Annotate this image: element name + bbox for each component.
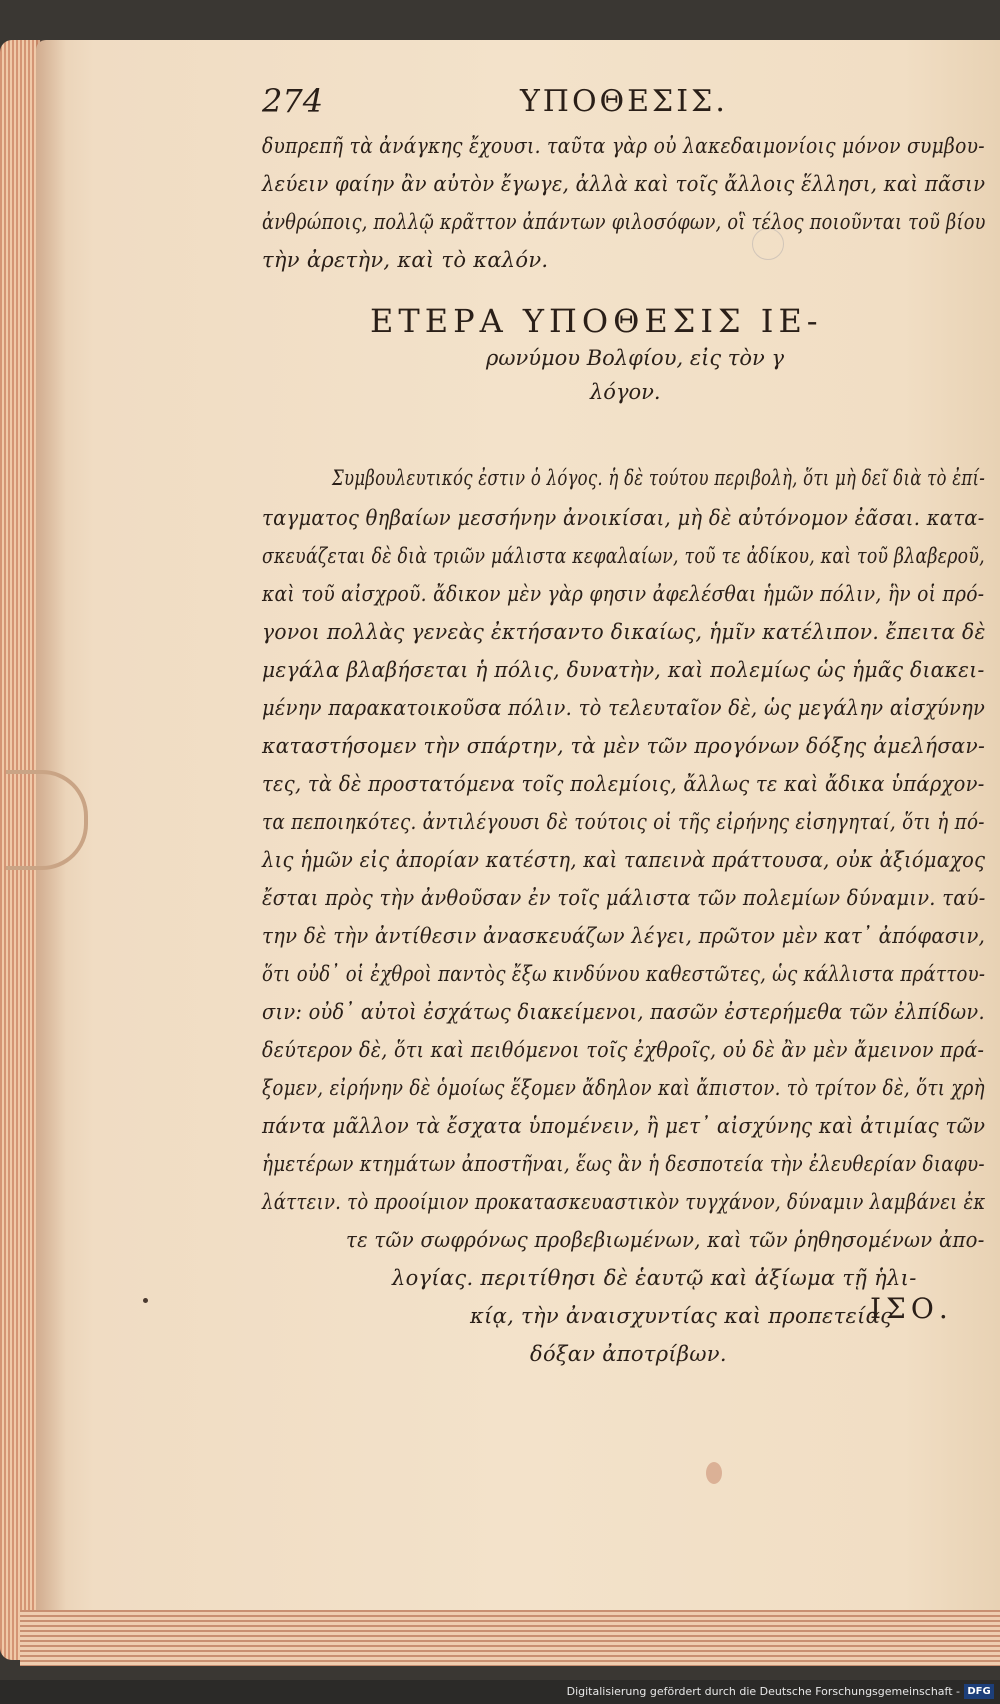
dfg-logo: DFG — [964, 1684, 994, 1699]
bookmark-ribbon-loop — [6, 770, 88, 870]
main-paragraph-line: σκευάζεται δὲ διὰ τριῶν μάλιστα κεφαλαίων, τοῦ τε ἀδίκου, καὶ τοῦ βλαβεροῦ, — [262, 544, 985, 568]
main-paragraph-line: καὶ τοῦ αἰσχροῦ. ἄδικον μὲν γὰρ φησιν ἀφελέσθαι ἡμῶν πόλιν, ἣν οἱ πρό- — [262, 582, 985, 606]
top-paragraph-line: τὴν ἀρετὴν, καὶ τὸ καλόν. — [262, 248, 549, 272]
main-paragraph-line: σιν: οὐδ᾽ αὐτοὶ ἐσχάτως διακείμενοι, πασῶν ἐστερήμεθα τῶν ἐλπίδων. — [262, 1000, 985, 1024]
main-paragraph-line: λάττειν. τὸ προοίμιον προκατασκευαστικὸν τυγχάνον, δύναμιν λαμβάνει ἐκ — [262, 1190, 986, 1214]
main-paragraph-line: τε τῶν σωφρόνως προβεβιωμένων, καὶ τῶν ῥηθησομένων ἀπο- — [346, 1228, 985, 1252]
main-paragraph-line: πάντα μᾶλλον τὰ ἔσχατα ὑπομένειν, ἢ μετ᾽ αἰσχύνης καὶ ἀτιμίας τῶν — [262, 1114, 986, 1138]
main-paragraph-line: δόξαν ἀποτρίβων. — [530, 1342, 727, 1366]
top-paragraph-line: ἀνθρώποις, πολλῷ κρᾶττον ἀπάντων φιλοσόφων, οἳ τέλος ποιοῦνται τοῦ βίου — [262, 210, 986, 234]
main-paragraph-line: δεύτερον δὲ, ὅτι καὶ πειθόμενοι τοῖς ἐχθροῖς, οὐ δὲ ἂν μὲν ἄμεινον πρά- — [262, 1038, 985, 1062]
main-paragraph-line: τα πεποιηκότες. ἀντιλέγουσι δὲ τούτοις οἱ τῆς εἰρήνης εἰσηγηταί, ὅτι ἡ πό- — [262, 810, 985, 834]
paper-stain-spot — [706, 1462, 722, 1484]
page-number: 274 — [262, 82, 324, 120]
main-paragraph-line: γονοι πολλὰς γενεὰς ἐκτήσαντο δικαίως, ἡμῖν κατέλιπον. ἔπειτα δὲ — [262, 620, 986, 644]
main-paragraph-line: ὅτι οὐδ᾽ οἱ ἐχθροὶ παντὸς ἔξω κινδύνου καθεστῶτες, ὡς κάλλιστα πράττου- — [262, 962, 986, 986]
main-paragraph-line: ξομεν, εἰρήνην δὲ ὁμοίως ἕξομεν ἄδηλον καὶ ἄπιστον. τὸ τρίτον δὲ, ὅτι χρὴ — [262, 1076, 985, 1100]
main-paragraph-line: μεγάλα βλαβήσεται ἡ πόλις, δυνατὴν, καὶ πολεμίως ὡς ἡμᾶς διακει- — [262, 658, 985, 682]
section-heading: ΕΤΕΡΑ ΥΠΟΘΕΣΙΣ ΙΕ- — [370, 302, 823, 340]
main-paragraph-line: ἡμετέρων κτημάτων ἀποστῆναι, ἕως ἂν ἡ δεσποτεία τὴν ἐλευθερίαν διαφυ- — [262, 1152, 985, 1176]
main-paragraph-line: ἔσται πρὸς τὴν ἀνθοῦσαν ἐν τοῖς μάλιστα τῶν πολεμίων δύναμιν. ταύ- — [262, 886, 986, 910]
section-subheading-line: λόγον. — [590, 380, 661, 404]
main-paragraph-line: καταστήσομεν τὴν σπάρτην, τὰ μὲν τῶν προγόνων δόξης ἀμελήσαν- — [262, 734, 986, 758]
main-paragraph-line: τες, τὰ δὲ προστατόμενα τοῖς πολεμίοις, ἄλλως τε καὶ ἄδικα ὑπάρχον- — [262, 772, 985, 796]
book-page-edges-bottom — [20, 1610, 1000, 1666]
main-paragraph-line: Συμβουλευτικός ἐστιν ὁ λόγος. ἡ δὲ τούτου περιβολὴ, ὅτι μὴ δεῖ διὰ τὸ ἐπί- — [332, 466, 986, 490]
main-paragraph-line: την δὲ τὴν ἀντίθεσιν ἀνασκευάζων λέγει, πρῶτον μὲν κατ᾽ ἀπόφασιν, — [262, 924, 986, 948]
top-paragraph-line: δυπρεπῆ τὰ ἀνάγκης ἔχουσι. ταῦτα γὰρ οὐ λακεδαιμονίοις μόνον συμβου- — [262, 134, 985, 158]
main-paragraph-line: λις ἡμῶν εἰς ἀπορίαν κατέστη, καὶ ταπεινὰ πράττουσα, οὐκ ἀξιόμαχος — [262, 848, 986, 872]
main-paragraph-line: κίᾳ, τὴν ἀναισχυντίας καὶ προπετείας — [470, 1304, 893, 1328]
top-paragraph-line: λεύειν φαίην ἂν αὐτὸν ἔγωγε, ἀλλὰ καὶ τοῖς ἄλλοις ἕλλησι, καὶ πᾶσιν — [262, 172, 986, 196]
running-head: ΥΠΟΘΕΣΙΣ. — [520, 84, 728, 119]
catchword: ΙΣΟ. — [870, 1292, 953, 1325]
ink-dot — [143, 1298, 148, 1303]
section-subheading-line: ρωνύμου Βολφίου, εἰς τὸν γ — [486, 346, 785, 370]
main-paragraph-line: ταγματος θηβαίων μεσσήνην ἀνοικίσαι, μὴ δὲ αὐτόνομον ἐᾶσαι. κατα- — [262, 506, 985, 530]
main-paragraph-line: λογίας. περιτίθησι δὲ ἑαυτῷ καὶ ἀξίωμα τῇ ἡλι- — [392, 1266, 917, 1290]
digitization-credit: Digitalisierung gefördert durch die Deutsche Forschungsgemeinschaft - — [566, 1685, 960, 1698]
main-paragraph-line: μένην παρακατοικοῦσα πόλιν. τὸ τελευταῖον δὲ, ὡς μεγάλην αἰσχύνην — [262, 696, 986, 720]
